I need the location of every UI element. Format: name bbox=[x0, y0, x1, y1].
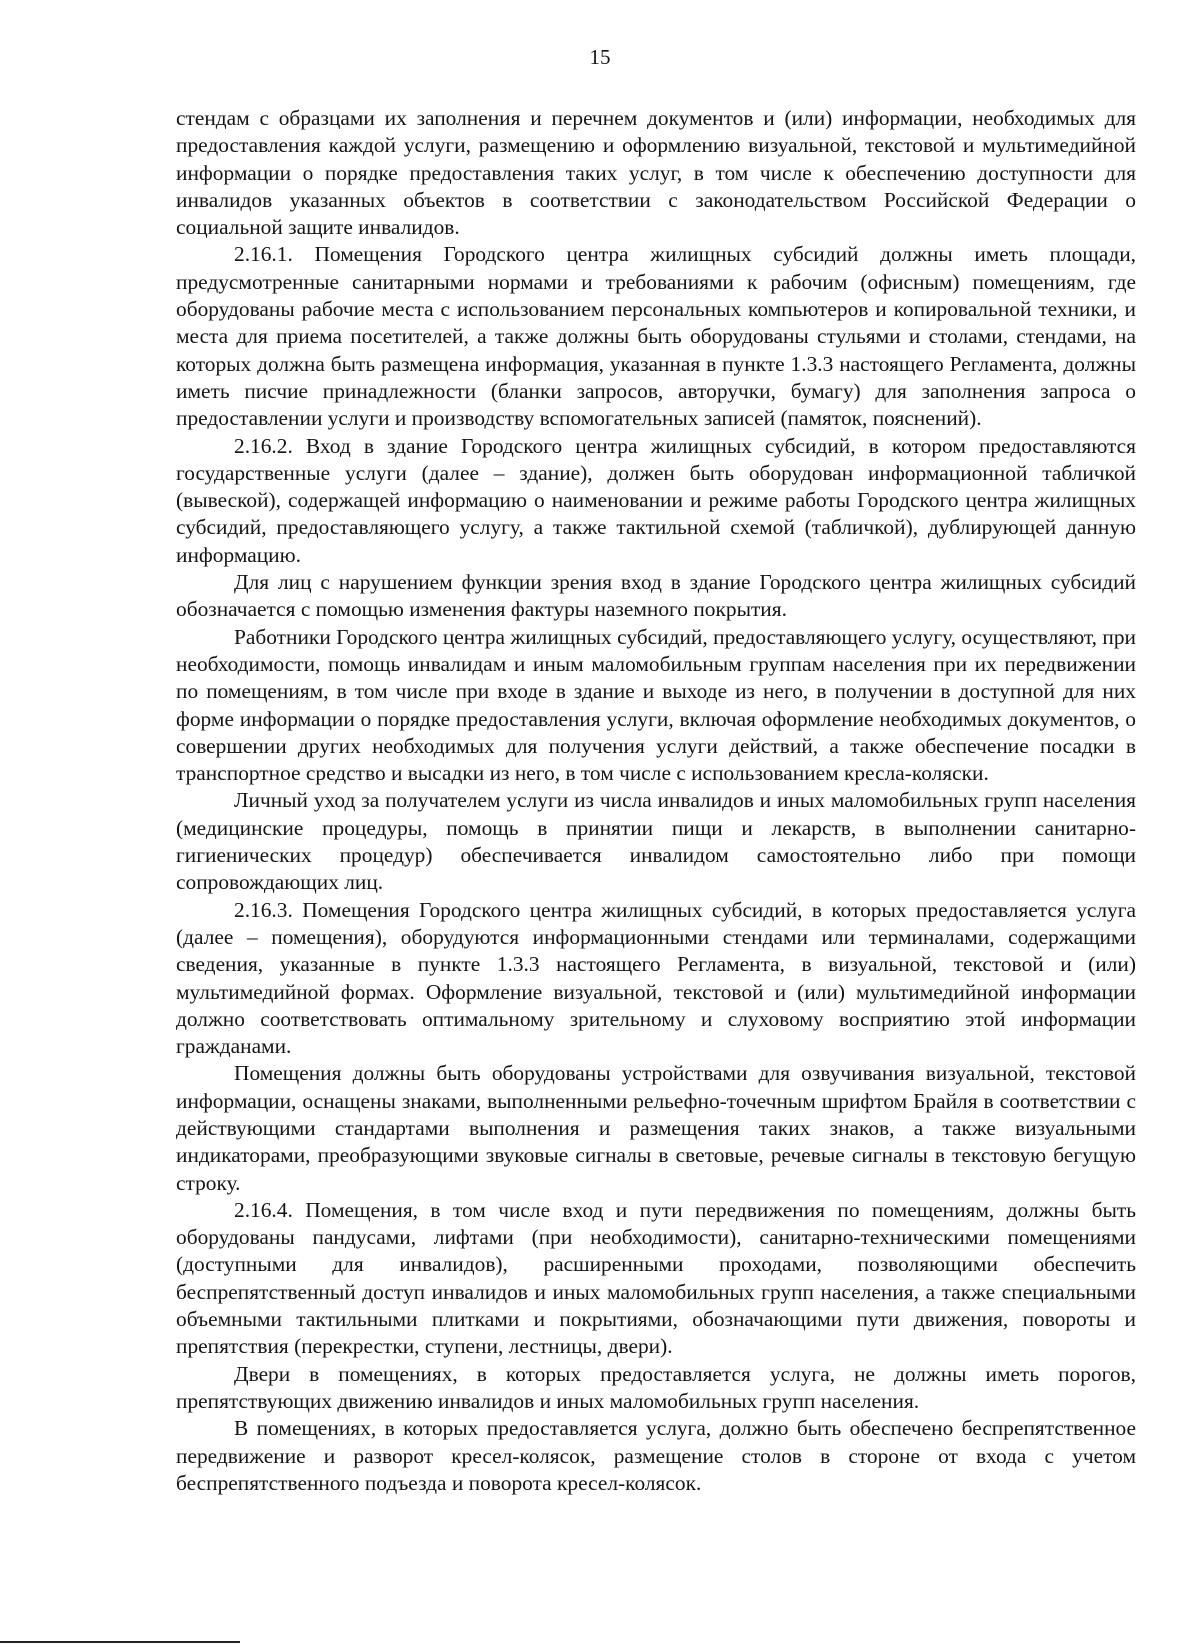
paragraph-personal-care: Личный уход за получателем услуги из числа инвалидов и иных маломобильных групп населения (медицинские процедуры, помощь в принятии пищи и лекарств, в выполнении санитарно-гигиенических процедур) обеспечивается инвалидом самостоятельно либо при помощи сопровождающих лиц. bbox=[176, 788, 1136, 895]
paragraph-continuation: стендам с образцами их заполнения и перечнем документов и (или) информации, необходимых для предоставления каждой услуги, размещению и оформлению визуальной, текстовой и мультимедийной информации о порядке предоставления таких услуг, в том числе к обеспечению доступности для инвалидов указанных объектов в соответствии с законодательством Российской Федерации о социальной защите инвалидов. bbox=[176, 106, 1136, 240]
paragraph-staff-assistance: Работники Городского центра жилищных субсидий, предоставляющего услугу, осуществляют, при необходимости, помощь инвалидам и иным маломобильным группам населения при их передвижении по помещениям, в том числе при входе в здание и выходе из него, в получении в доступной для них форме информации о порядке предоставления услуги, включая оформление необходимых документов, о совершении других необходимых для получения услуги действий, а также обеспечение посадки в транспортное средство и высадки из него, в том числе с использованием кресла-коляски. bbox=[176, 624, 1136, 786]
page-number: 15 bbox=[589, 45, 611, 69]
paragraph-sound-devices: Помещения должны быть оборудованы устройствами для озвучивания визуальной, текстовой информации, оснащены знаками, выполненными рельефно-точечным шрифтом Брайля в соответствии с действующими стандартами выполнения и размещения таких знаков, а также визуальными индикаторами, преобразующими звуковые сигналы в световые, речевые сигналы в текстовую бегущую строку. bbox=[176, 1061, 1136, 1195]
paragraph-2-16-2: 2.16.2. Вход в здание Городского центра жилищных субсидий, в котором предоставляются государственные услуги (далее – здание), должен быть оборудован информационной табличкой (вывеской), содержащей информацию о наименовании и режиме работы Городского центра жилищных субсидий, предоставляющего услугу, а также тактильной схемой (табличкой), дублирующей данную информацию. bbox=[176, 433, 1136, 567]
paragraph-2-16-3: 2.16.3. Помещения Городского центра жилищных субсидий, в которых предоставляется услуга (далее – помещения), оборудуются информационными стендами или терминалами, содержащими сведения, указанные в пункте 1.3.3 настоящего Регламента, в визуальной, текстовой и (или) мультимедийной формах. Оформление визуальной, текстовой и (или) мультимедийной информации должно соответствовать оптимальному зрительному и слуховому восприятию этой информации гражданами. bbox=[176, 897, 1136, 1059]
paragraph-2-16-1: 2.16.1. Помещения Городского центра жилищных субсидий должны иметь площади, предусмотренные санитарными нормами и требованиями к рабочим (офисным) помещениям, где оборудованы рабочие места с использованием персональных компьютеров и копировальной техники, и места для приема посетителей, а также должны быть оборудованы стульями и столами, стендами, на которых должна быть размещена информация, указанная в пункте 1.3.3 настоящего Регламента, должны иметь писчие принадлежности (бланки запросов, авторучки, бумагу) для заполнения запроса о предоставлении услуги и производству вспомогательных записей (памяток, пояснений). bbox=[176, 242, 1136, 431]
paragraph-vision-impaired: Для лиц с нарушением функции зрения вход в здание Городского центра жилищных субсидий обозначается с помощью изменения фактуры наземного покрытия. bbox=[176, 570, 1136, 622]
paragraph-wheelchair-movement: В помещениях, в которых предоставляется услуга, должно быть обеспечено беспрепятственное передвижение и разворот кресел-колясок, размещение столов в стороне от входа с учетом беспрепятственного подъезда и поворота кресел-колясок. bbox=[176, 1416, 1136, 1495]
paragraph-2-16-4: 2.16.4. Помещения, в том числе вход и пути передвижения по помещениям, должны быть оборудованы пандусами, лифтами (при необходимости), санитарно-техническими помещениями (доступными для инвалидов), расширенными проходами, позволяющими обеспечить беспрепятственный доступ инвалидов и иных маломобильных групп населения, а также специальными объемными тактильными плитками и покрытиями, обозначающими пути движения, повороты и препятствия (перекрестки, ступени, лестницы, двери). bbox=[176, 1197, 1136, 1359]
paragraph-doors: Двери в помещениях, в которых предоставляется услуга, не должны иметь порогов, препятствующих движению инвалидов и иных маломобильных групп населения. bbox=[176, 1361, 1136, 1413]
document-body bbox=[176, 105, 1136, 1497]
footnote-divider bbox=[0, 1641, 240, 1643]
